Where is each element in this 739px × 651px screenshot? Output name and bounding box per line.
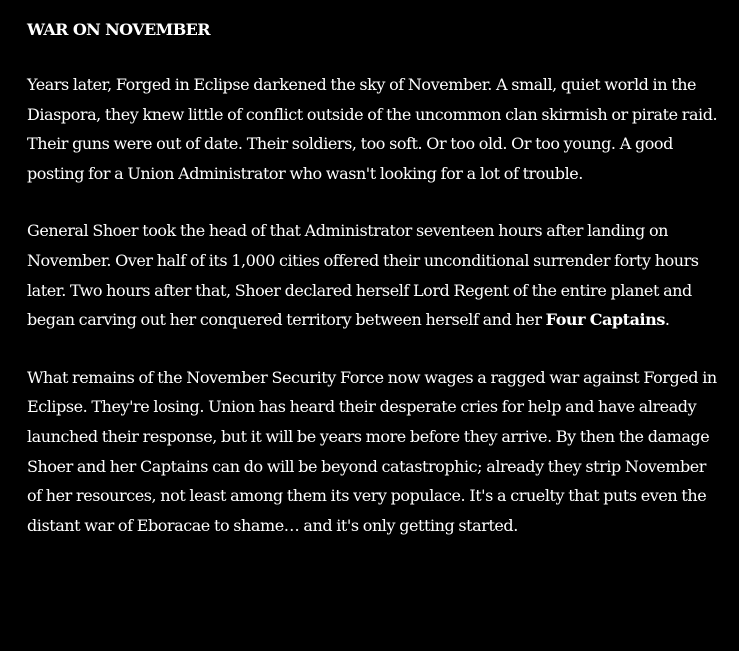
paragraph-security-force: What remains of the November Security Force now wages a ragged war against Forged in Eclipse. They're losing. Union has heard their desperate cries for help and have already launched their response, but it will be years more before they arrive. By then the damage Shoer and her Captains can do will be beyond catastrophic; already they strip November of her resources, not least among them its very populace. It's a cruelty that puts even the distant war of Eboracae to shame… and it's only getting started. [27, 367, 717, 535]
section-heading: WAR ON NOVEMBER [27, 20, 210, 39]
four-captains-term: Four Captains [545, 310, 665, 330]
paragraph-text: General Shoer took the head of that Administrator seventeen hours after landing on November. Over half of its 1,000 cities offered their unconditional surrender forty hours later. Two hours after that, Shoer declared herself Lord Regent of the entire planet and began carving out her conquered territory between herself and her [27, 221, 699, 330]
paragraph-end-punctuation: . [664, 310, 670, 330]
paragraph-general-shoer [27, 216, 719, 334]
paragraph-intro: Years later, Forged in Eclipse darkened the sky of November. A small, quiet world in the Diaspora, they knew little of conflict outside of the uncommon clan skirmish or pirate raid. Their guns were out of date. Their soldiers, too soft. Or too old. Or too young. A good posting for a Union Administrator who wasn't looking for a lot of trouble. [27, 75, 718, 183]
